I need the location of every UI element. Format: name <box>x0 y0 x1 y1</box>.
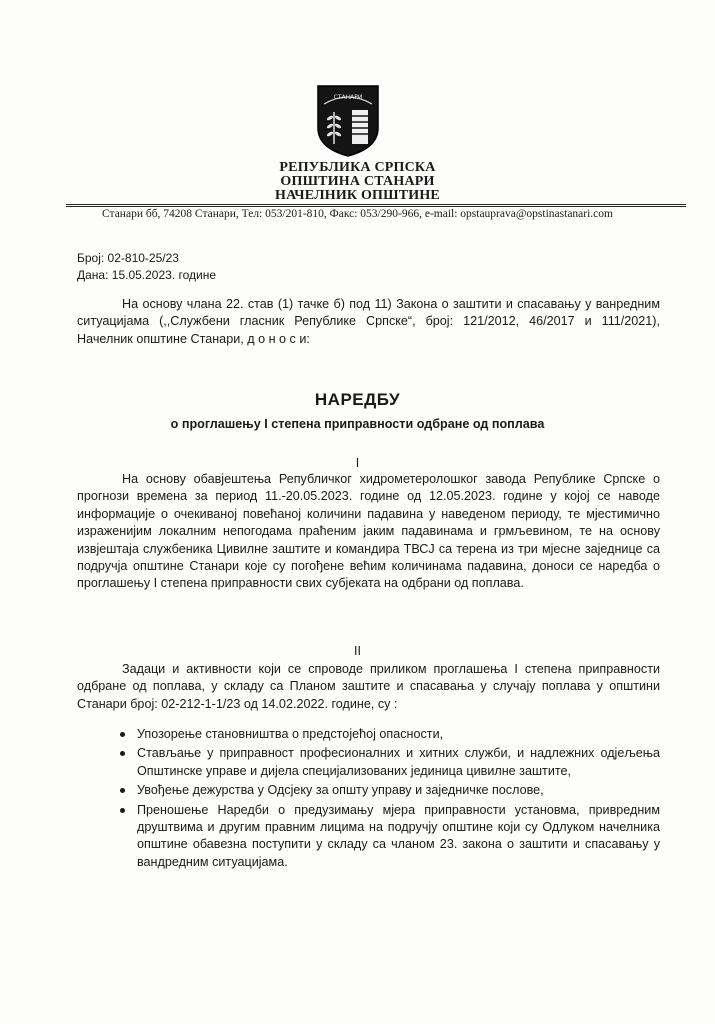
bullet-icon <box>120 808 125 813</box>
list-item <box>120 782 660 799</box>
header-divider-thin <box>66 206 686 207</box>
order-subtitle: о проглашењу I степена приправности одбране од поплава <box>170 417 545 431</box>
list-item-text: Упозорење становништва о предстојећој опасности, <box>137 727 444 741</box>
crest-text: СТАНАРИ <box>333 94 363 101</box>
list-item-text: Стављање у приправност професионалних и хитних служби, и надлежних одјељења Општинске управе и дијела специјализованих јединица цивилне заштите, <box>137 746 660 778</box>
section-1-paragraph: На основу обавјештења Републичког хидрометеролошког завода Републике Српске о прогнози времена за период 11.-20.05.2023. године од 12.05.2023. године у којој се наводе информације о очекиваној повећаној количини падавина у наведеном периоду, те мјестимично израженијим локалним непогодама праћеним јаким падавинама и грмљевином, те на основу извјештаја службеника Цивилне заштите и командира ТВСЈ са терена из три мјесне заједнице са подручја општине Станари које су погођене већим количинама падавина, доноси се наредба о проглашењу I степена приправности свих субјеката на одбрани од поплава. <box>77 472 660 591</box>
list-item <box>120 802 660 872</box>
tasks-list <box>120 726 660 873</box>
bullet-icon <box>120 788 125 793</box>
header-mayor: НАЧЕЛНИК ОПШТИНЕ <box>275 188 440 203</box>
bullet-icon <box>120 732 125 737</box>
list-item-text: Увођење дежурства у Одсјеку за општу управу и заједничке послове, <box>137 783 544 798</box>
section-2-paragraph: Задаци и активности који се спроводе приликом проглашења I степена приправности одбране од поплава, у складу са Планом заштите и спасавања у случају поплава у општини Станари број: 02-212-1-1/23 од 14.02.2022. године, су : <box>77 662 660 711</box>
contact-line: Станари бб, 74208 Станари, Тел: 053/201-810, Факс: 053/290-966, e-mail: opstauprava@opstinastanari.com <box>102 208 613 220</box>
document-date: Дана: 15.05.2023. године <box>77 268 217 282</box>
section-1-numeral: I <box>355 456 360 470</box>
header-divider <box>66 204 686 205</box>
bullet-icon <box>120 751 125 756</box>
list-item <box>120 726 660 743</box>
header-municipality: ОПШТИНА СТАНАРИ <box>280 174 435 189</box>
document-number: Број: 02-810-25/23 <box>77 251 179 265</box>
list-item-text: Преношење Наредби о предузимању мјера приправности установма, привредним друштвима и другим правним лицима на подручју општине који су Одлуком начелника општине обавезна поступити у складу са чланом 23. закона о заштити и спасавању у вандредним ситуацијама. <box>137 802 660 869</box>
intro-paragraph: На основу члана 22. став (1) тачке б) под 11) Закона о заштити и спасавању у ванредним ситуацијама (,,Службени гласник Републике Српске“, број: 121/2012, 46/2017 и 111/2021), Начелник општине Станари, д о н о с и: <box>77 297 660 346</box>
municipality-crest-icon <box>316 84 380 158</box>
section-2-numeral: II <box>354 644 361 658</box>
list-item <box>120 745 660 780</box>
header-republic: РЕПУБЛИКА СРПСКА <box>279 160 436 175</box>
order-title: НАРЕДБУ <box>314 390 401 409</box>
